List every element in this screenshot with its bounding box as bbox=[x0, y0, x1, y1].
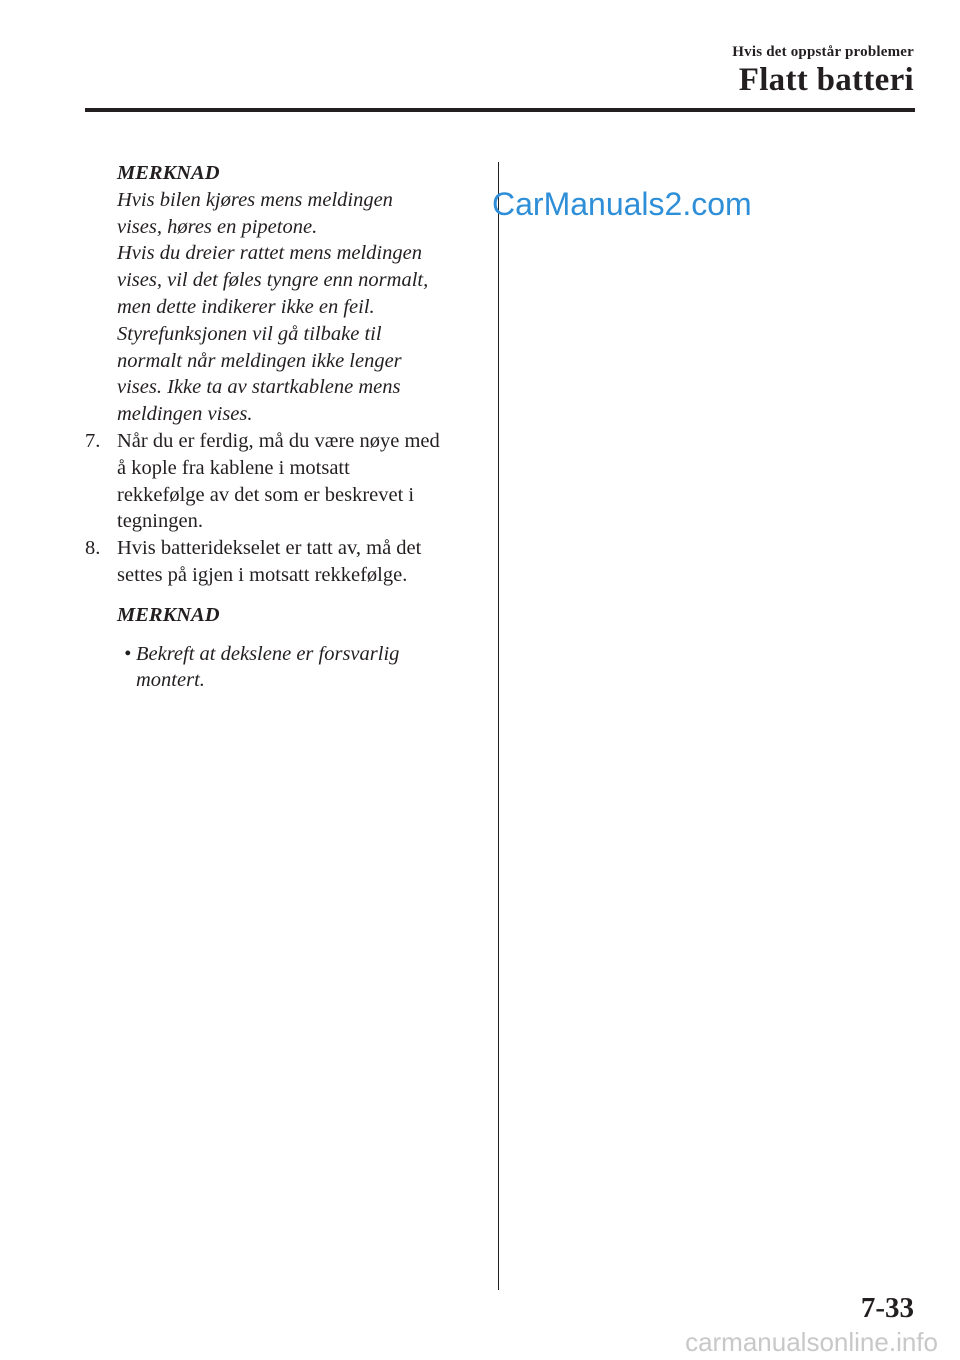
step-text: Når du er ferdig, må du være nøye med å kople fra kablene i motsatt rekkefølge av det som er beskrevet i tegningen. bbox=[117, 429, 440, 533]
step-text: Hvis batteridekselet er tatt av, må det settes på igjen i motsatt rekkefølge. bbox=[117, 537, 422, 586]
header-rule bbox=[85, 108, 915, 112]
chapter-title: Flatt batteri bbox=[738, 62, 914, 98]
note-label: MERKNAD bbox=[117, 603, 220, 626]
watermark-link[interactable]: carmanualsonline.info bbox=[685, 1327, 938, 1357]
column-divider bbox=[498, 162, 499, 1290]
section-label: Hvis det oppstår problemer bbox=[732, 44, 914, 60]
bullet-text: Bekreft at dekslene er forsvarlig montert. bbox=[136, 642, 400, 692]
page-number: 7-33 bbox=[860, 1292, 914, 1324]
step-number: 8. bbox=[85, 537, 101, 560]
bullet-dot-icon: • bbox=[124, 642, 132, 665]
left-column bbox=[85, 160, 480, 694]
step-number: 7. bbox=[85, 429, 101, 452]
note-label: MERKNAD bbox=[117, 162, 220, 184]
bullet-item bbox=[117, 641, 480, 695]
step-item bbox=[85, 428, 480, 535]
note-text: Hvis bilen kjøres mens meldingen vises, høres en pipetone. Hvis du dreier rattet mens meldingen vises, vil det føles tyngre enn normalt, men dette indikerer ikke en feil. Styrefunksjonen vil gå tilbake til normalt når meldingen ikke lenger vises. Ikke ta av startkablene mens meldingen vises. bbox=[117, 188, 429, 426]
watermark-link[interactable]: CarManuals2.com bbox=[492, 186, 752, 222]
step-item bbox=[85, 535, 480, 589]
